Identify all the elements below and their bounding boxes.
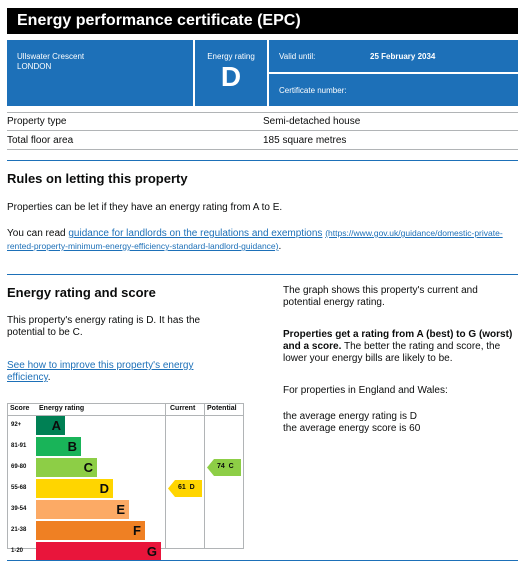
band-range-a: 92+ — [11, 422, 22, 428]
rules-paragraph-2-suffix: . — [278, 241, 282, 252]
rating-column-header: Energy rating — [39, 405, 85, 412]
potential-rating-arrow-label: 74 C — [217, 463, 234, 470]
section-divider — [7, 274, 518, 275]
energy-rating-box — [195, 40, 267, 106]
rating-explanation-rest: The better the rating and score, the lower your energy bills are likely to be. — [283, 341, 501, 364]
graph-description: The graph shows this property's current and potential energy rating. — [283, 285, 478, 308]
band-b — [36, 437, 81, 456]
band-letter-e: E — [116, 502, 125, 517]
improve-efficiency-link[interactable]: See how to improve this property's energy efficiency — [7, 360, 194, 383]
england-wales-text: For properties in England and Wales: — [283, 385, 448, 396]
valid-until-label: Valid until: — [279, 52, 316, 61]
rules-paragraph-2 — [7, 227, 507, 253]
rating-explanation — [283, 329, 518, 365]
address-line-1: Ullswater Crescent — [17, 52, 85, 61]
valid-until-box — [269, 40, 518, 72]
potential-rating-arrow — [207, 459, 241, 476]
section-divider — [7, 160, 518, 161]
property-type-row — [7, 116, 518, 127]
score-column-header: Score — [10, 405, 30, 412]
band-letter-b: B — [67, 439, 77, 454]
potential-column-header: Potential — [207, 405, 237, 412]
band-letter-f: F — [133, 523, 141, 538]
energy-rating-paragraph: This property's energy rating is D. It has the potential to be C. — [7, 315, 201, 338]
average-score-text: the average energy score is 60 — [283, 423, 421, 434]
improve-efficiency-suffix: . — [47, 372, 51, 383]
floor-area-value: 185 square metres — [263, 135, 347, 146]
certificate-number-box — [269, 74, 518, 106]
floor-area-label: Total floor area — [7, 135, 74, 146]
band-range-f: 21-38 — [11, 527, 27, 533]
band-a — [36, 416, 65, 435]
rules-paragraph-2-prefix: You can read — [7, 228, 69, 239]
band-range-g: 1-20 — [11, 548, 24, 554]
band-letter-g: G — [146, 544, 157, 559]
improve-efficiency-paragraph — [7, 360, 217, 384]
band-g — [36, 542, 161, 561]
certificate-header — [7, 40, 518, 106]
property-type-label: Property type — [7, 116, 67, 127]
energy-rating-chart — [7, 403, 244, 559]
current-rating-arrow-label: 61 D — [178, 484, 195, 491]
landlord-guidance-url[interactable]: (https://www.gov.uk/guidance/domestic-private-rented-property-minimum-energy-efficiency-standard-landlord-guidance) — [7, 228, 503, 251]
average-rating-text: the average energy rating is D — [283, 411, 417, 422]
chart-column-divider — [204, 404, 205, 548]
address-line-2: LONDON — [17, 62, 52, 71]
band-e — [36, 500, 129, 519]
divider — [7, 149, 518, 150]
energy-rating-heading: Energy rating and score — [7, 285, 156, 300]
band-range-e: 39-54 — [11, 506, 27, 512]
band-letter-a: A — [51, 418, 61, 433]
current-rating-arrow — [168, 480, 202, 497]
band-letter-c: C — [83, 460, 93, 475]
band-c — [36, 458, 97, 477]
floor-area-row — [7, 135, 518, 146]
energy-rating-label: Energy rating — [207, 52, 255, 61]
band-f — [36, 521, 145, 540]
section-divider — [7, 560, 518, 561]
band-d — [36, 479, 113, 498]
valid-until-value: 25 February 2034 — [370, 52, 436, 61]
divider — [7, 130, 518, 131]
rules-paragraph-1: Properties can be let if they have an energy rating from A to E. — [7, 202, 283, 213]
rules-heading: Rules on letting this property — [7, 171, 188, 186]
property-type-value: Semi-detached house — [263, 116, 361, 127]
page-title: Energy performance certificate (EPC) — [7, 8, 518, 34]
band-range-b: 81-91 — [11, 443, 27, 449]
band-range-d: 55-68 — [11, 485, 27, 491]
address-box — [7, 40, 193, 106]
band-letter-d: D — [99, 481, 109, 496]
chart-column-divider — [165, 404, 166, 548]
certificate-number-label: Certificate number: — [279, 86, 347, 95]
landlord-guidance-link[interactable]: guidance for landlords on the regulations and exemptions — [68, 228, 323, 239]
band-range-c: 69-80 — [11, 464, 27, 470]
current-column-header: Current — [170, 405, 196, 412]
energy-rating-letter: D — [220, 61, 242, 92]
rating-explanation-bold: Properties get a rating from A (best) to G (worst) and a score. — [283, 329, 513, 352]
divider — [7, 112, 518, 113]
